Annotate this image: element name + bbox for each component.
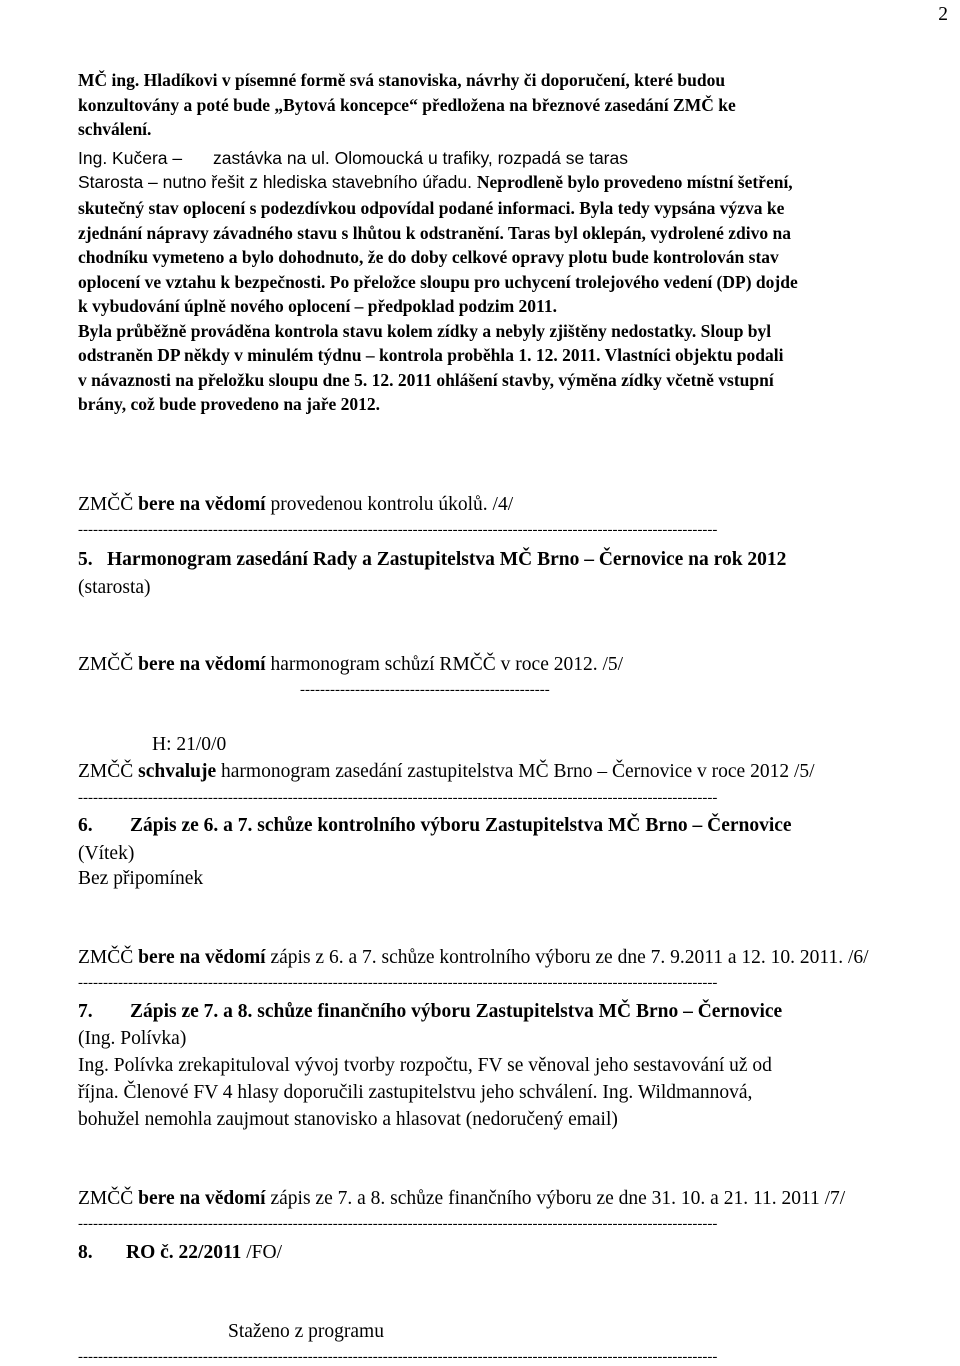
resolution-4 (78, 494, 513, 516)
resolution-verb: schvaluje (138, 761, 217, 782)
resolution-body: ZMČČ (78, 494, 134, 515)
starosta-line (78, 170, 793, 194)
item-7-presenter: (Ing. Polívka) (78, 1028, 187, 1049)
item-7-body-line: Ing. Polívka zrekapituloval vývoj tvorby rozpočtu, FV se věnoval jeho sestavování už od (78, 1055, 772, 1076)
item-8-title-rest: /FO/ (241, 1242, 283, 1263)
item-6-note: Bez připomínek (78, 868, 204, 889)
kucera-block (78, 146, 793, 194)
item-6-title: Zápis ze 6. a 7. schůze kontrolního výboru Zastupitelstva MČ Brno – Černovice (130, 815, 792, 836)
item-8-number: 8. (78, 1242, 93, 1263)
resolution-7 (78, 1188, 845, 1210)
short-separator: -------------------------------------------------- (300, 682, 550, 698)
report-line: odstraněn DP někdy v minulém týdnu – kontrola proběhla 1. 12. 2011. Vlastníci objektu podali (78, 345, 784, 365)
resolution-body: ZMČČ (78, 654, 134, 675)
report-line: zjednání nápravy závadného stavu s lhůtou k odstranění. Taras byl oklepán, vydrolené zdivo na (78, 222, 791, 243)
kucera-name: Ing. Kučera – (78, 148, 183, 168)
resolution-body: ZMČČ (78, 1188, 134, 1209)
item-5-title (107, 549, 786, 571)
item-8-title-text (126, 1242, 282, 1263)
starosta-bold: Neprodleně bylo provedeno místní šetření, (476, 172, 793, 192)
item-6-number: 6. (78, 815, 93, 836)
item-7-body-line: bohužel nemohla zaujmout stanovisko a hlasovat (nedoručený email) (78, 1109, 618, 1130)
resolution-5a (78, 654, 623, 676)
item-8-note: Staženo z programu (228, 1321, 384, 1342)
starosta-text: Starosta – nutno řešit z hlediska stavebního úřadu. (78, 172, 472, 192)
separator: -------------------------------------------------------------------------------------------------------------------------------- (78, 1216, 718, 1232)
resolution-text: zápis z 6. a 7. schůze kontrolního výboru ze dne 7. 9.2011 a 12. 10. 2011. /6/ (270, 947, 869, 968)
resolution-verb: bere na vědomí (138, 947, 266, 968)
item-6-presenter: (Vítek) (78, 843, 135, 864)
resolution-text: harmonogram zasedání zastupitelstva MČ Brno – Černovice v roce 2012 /5/ (221, 761, 815, 782)
report-line: chodníku vymeteno a bylo dohodnuto, že do doby celkové opravy plotu bude kontrolován stav (78, 247, 779, 267)
separator: -------------------------------------------------------------------------------------------------------------------------------- (78, 522, 718, 538)
resolution-body: ZMČČ (78, 761, 134, 782)
vote-result: H: 21/0/0 (152, 734, 227, 755)
resolution-verb: bere na vědomí (138, 494, 266, 515)
item-5-number: 5. (78, 549, 93, 570)
item-8-title (126, 1242, 282, 1264)
intro-line: schválení. (78, 119, 152, 139)
resolution-text: provedenou kontrolu úkolů. /4/ (270, 494, 514, 515)
status-report (78, 196, 798, 417)
resolution-6 (78, 947, 869, 969)
page-number: 2 (938, 4, 948, 25)
separator: -------------------------------------------------------------------------------------------------------------------------------- (78, 790, 718, 806)
report-line: k vybudování úplně nového oplocení – předpoklad podzim 2011. (78, 296, 557, 316)
intro-line: MČ ing. Hladíkovi v písemné formě svá stanoviska, návrhy či doporučení, které budou (78, 70, 726, 90)
resolution-body: ZMČČ (78, 947, 134, 968)
resolution-text: zápis ze 7. a 8. schůze finančního výboru ze dne 31. 10. a 21. 11. 2011 /7/ (270, 1188, 846, 1209)
item-7-number: 7. (78, 1001, 93, 1022)
item-8-title-bold: RO č. 22/2011 (126, 1242, 242, 1263)
item-5-presenter: (starosta) (78, 577, 151, 598)
report-line: brány, což bude provedeno na jaře 2012. (78, 394, 381, 414)
item-7-body-line: října. Členové FV 4 hlasy doporučili zastupitelstvu jeho schválení. Ing. Wildmannová, (78, 1082, 753, 1103)
report-line: v návaznosti na přeložku sloupu dne 5. 12. 2011 ohlášení stavby, výměna zídky včetně vstupní (78, 369, 774, 390)
item-7-body (78, 1052, 772, 1133)
intro-block (78, 68, 736, 142)
item-7-title: Zápis ze 7. a 8. schůze finančního výboru Zastupitelstva MČ Brno – Černovice (130, 1001, 783, 1022)
resolution-verb: bere na vědomí (138, 654, 266, 675)
separator: -------------------------------------------------------------------------------------------------------------------------------- (78, 975, 718, 991)
resolution-5b (78, 761, 815, 783)
resolution-text: harmonogram schůzí RMČČ v roce 2012. /5/ (270, 654, 624, 675)
report-line: skutečný stav oplocení s podezdívkou odpovídal podané informaci. Byla tedy vypsána výzva ke (78, 198, 785, 218)
report-line: Byla průběžně prováděna kontrola stavu kolem zídky a nebyly zjištěny nedostatky. Sloup byl (78, 320, 772, 341)
report-line: oplocení ve vztahu k bezpečnosti. Po přeložce sloupu pro uchycení trolejového vedení (DP) dojde (78, 271, 798, 292)
intro-line: konzultovány a poté bude „Bytová koncepce“ předložena na březnové zasedání ZMČ ke (78, 94, 736, 115)
separator: -------------------------------------------------------------------------------------------------------------------------------- (78, 1349, 718, 1365)
resolution-verb: bere na vědomí (138, 1188, 266, 1209)
kucera-text: zastávka na ul. Olomoucká u trafiky, rozpadá se taras (212, 148, 628, 168)
kucera-line (78, 146, 793, 170)
item-5-title-text: Harmonogram zasedání Rady a Zastupitelstva MČ Brno – Černovice na rok 2012 (107, 549, 787, 570)
